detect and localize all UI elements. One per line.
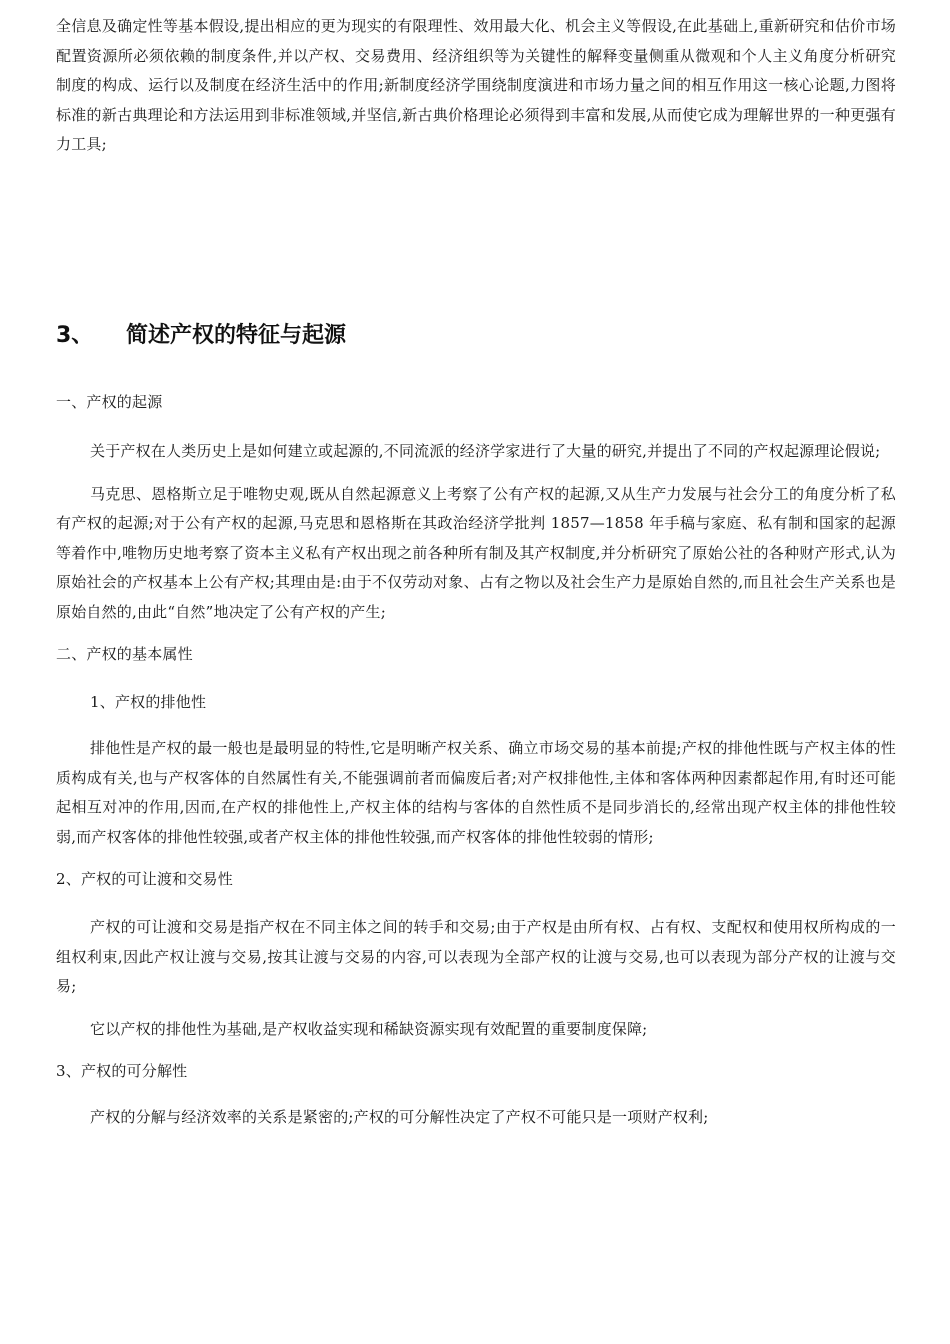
sub3-heading: 3、产权的可分解性 bbox=[56, 1062, 188, 1080]
part2-heading: 二、产权的基本属性 bbox=[56, 645, 193, 663]
part1-paragraph-1: 关于产权在人类历史上是如何建立或起源的,不同流派的经济学家进行了大量的研究,并提出了不同的产权起源理论假说; bbox=[90, 442, 881, 460]
part1-paragraph-2: 马克思、恩格斯立足于唯物史观,既从自然起源意义上考察了公有产权的起源,又从生产力发展与社会分工的角度分析了私有产权的起源;对于公有产权的起源,马克思和恩格斯在其政治经济学批判 1857—1858 年手稿与家庭、私有制和国家的起源等着作中,唯物历史地考察了资本主义私有产权出现之前各种所有制及其产权制度,并分析研究了原始公社的各种财产形式,认为原始社会的产权基本上公有产权;其理由是:由于不仅劳动对象、占有之物以及社会生产力是原始自然的,而且社会生产关系也是原始自然的,由此“自然”地决定了公有产权的产生; bbox=[56, 484, 896, 621]
section-title-text: 简述产权的特征与起源 bbox=[126, 323, 347, 348]
sub1-paragraph: 排他性是产权的最一般也是最明显的特性,它是明晰产权关系、确立市场交易的基本前提;产权的排他性既与产权主体的性质构成有关,也与产权客体的自然属性有关,不能强调前者而偏废后者;对产权排他性,主体和客体两种因素都起作用,有时还可能起相互对冲的作用,因而,在产权的排他性上,产权主体的结构与客体的自然性质不是同步消长的,经常出现产权主体的排他性较弱,而产权客体的排他性较强,或者产权主体的排他性较强,而产权客体的排他性较弱的情形; bbox=[56, 739, 896, 846]
sub1-heading: 1、产权的排他性 bbox=[90, 693, 207, 711]
section-title bbox=[56, 320, 346, 352]
section-body bbox=[56, 388, 896, 1133]
part1-heading: 一、产权的起源 bbox=[56, 393, 163, 411]
intro-paragraph: 全信息及确定性等基本假设,提出相应的更为现实的有限理性、效用最大化、机会主义等假设,在此基础上,重新研究和估价市场配置资源所必须依赖的制度条件,并以产权、交易费用、经济组织等为关键性的解释变量侧重从微观和个人主义角度分析研究制度的构成、运行以及制度在经济生活中的作用;新制度经济学围绕制度演进和市场力量之间的相互作用这一核心论题,力图将标准的新古典理论和方法运用到非标准领域,并坚信,新古典价格理论必须得到丰富和发展,从而使它成为理解世界的一种更强有力工具; bbox=[56, 17, 896, 153]
sub2-paragraph-2: 它以产权的排他性为基础,是产权收益实现和稀缺资源实现有效配置的重要制度保障; bbox=[90, 1019, 648, 1038]
sub2-paragraph-1: 产权的可让渡和交易是指产权在不同主体之间的转手和交易;由于产权是由所有权、占有权、支配权和使用权所构成的一组权利束,因此产权让渡与交易,按其让渡与交易的内容,可以表现为全部产权的让渡与交易,也可以表现为部分产权的让渡与交易; bbox=[56, 918, 896, 995]
sub2-heading: 2、产权的可让渡和交易性 bbox=[56, 870, 233, 888]
sub3-paragraph: 产权的分解与经济效率的关系是紧密的;产权的可分解性决定了产权不可能只是一项财产权利; bbox=[90, 1108, 709, 1126]
document-page bbox=[56, 12, 896, 1126]
section-number: 3、 bbox=[56, 323, 94, 348]
